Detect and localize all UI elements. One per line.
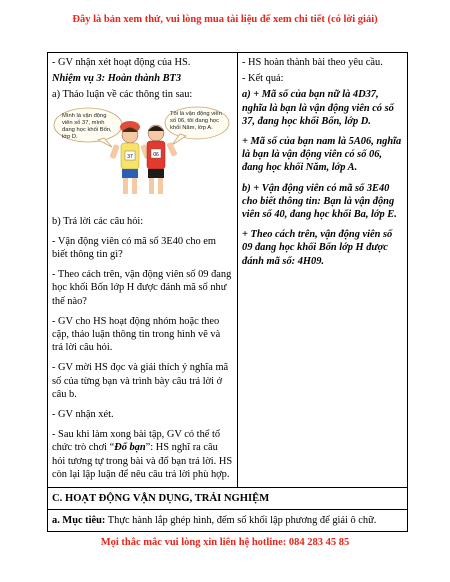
answer-a2: + Mã số của bạn nam là 5A06, nghĩa là bạn là vận động viên có số 06, đang học khối Năm, lớp A.	[242, 136, 402, 174]
bib-number: 37	[127, 153, 133, 160]
student-column	[238, 53, 408, 488]
left-paragraph: a) Thảo luận về các thông tin sau:	[52, 89, 193, 101]
athletes-illustration	[52, 105, 232, 197]
left-paragraph: - GV mời HS đọc và giải thích ý nghĩa mã số của từng bạn và trình bày câu trả lời ở câu b.	[52, 362, 229, 400]
section-goal-cell	[48, 510, 408, 532]
answer-b1: b) + Vận động viên có mã số 3E40 cho biết thông tin: Bạn là vận động viên số 40, đang học khối Ba, lớp E.	[242, 182, 397, 221]
activity-row	[48, 53, 408, 488]
answer-b2: + Theo cách trên, vận động viên số 09 đang học khối Bốn lớp H được đánh mã số: 4H09.	[242, 229, 393, 267]
goal-text: Thực hành lắp ghép hình, đếm số khối lập phương để giải ô chữ.	[105, 515, 377, 527]
left-paragraph: - Vận động viên có mã số 3E40 cho em biết thông tin gì?	[52, 235, 217, 261]
speech-bubble-boy: Tôi là vận động viên số 06, tôi đang học khối Năm, lớp A.	[170, 110, 222, 131]
right-paragraph: - Kết quả:	[242, 73, 284, 85]
speech-bubble-girl: Mình là vận động viên số 37, mình đang học khối Bốn, lớp D.	[62, 112, 112, 140]
section-title: C. HOẠT ĐỘNG VẬN DỤNG, TRẢI NGHIỆM	[52, 493, 270, 505]
section-goal-row	[48, 510, 408, 532]
left-paragraph: - GV nhận xét hoạt động của HS.	[52, 57, 191, 68]
lesson-plan-table	[47, 52, 408, 532]
left-paragraph: - Theo cách trên, vận động viên số 09 đang học khối Bốn lớp H được đánh mã số như thế nào?	[52, 269, 232, 307]
left-paragraph: - GV nhận xét.	[52, 409, 114, 421]
section-heading-row	[48, 488, 408, 510]
right-paragraph: - HS hoàn thành bài theo yêu cầu.	[242, 57, 383, 68]
task-title: Nhiệm vụ 3: Hoàn thành BT3	[52, 73, 182, 85]
left-paragraph: - GV cho HS hoạt động nhóm hoặc theo cặp, thảo luận thông tin trong hình vẽ và trả lời câu hỏi.	[52, 315, 221, 354]
goal-label: a. Mục tiêu:	[52, 515, 106, 527]
game-intro: - Sau khi làm xong bài tập, GV có thể tổ chức trò chơi “	[52, 429, 221, 454]
teacher-column	[48, 53, 238, 488]
preview-banner: Đây là bản xem thử, vui lòng mua tài liệu để xem chi tiết (có lời giải)	[72, 14, 378, 25]
game-name: Đố bạn	[114, 442, 146, 454]
game-description: ”: HS nghĩ ra câu hỏi tương tự trong bài và đố bạn trả lời. HS còn lại lập luận để nêu câu trả lời phù hợp.	[52, 442, 233, 480]
bib-number: 06	[153, 151, 159, 158]
game-paragraph	[52, 428, 233, 481]
section-heading-cell	[48, 488, 408, 510]
answer-a1: a) + Mã số của bạn nữ là 4D37, nghĩa là bạn là vận động viên có số 37, đang học khối Bốn, lớp D.	[242, 89, 394, 127]
left-paragraph: b) Trả lời các câu hỏi:	[52, 215, 144, 227]
hotline-banner: Mọi thắc mắc vui lòng xin liên hệ hotline: 084 283 45 85	[100, 537, 350, 548]
